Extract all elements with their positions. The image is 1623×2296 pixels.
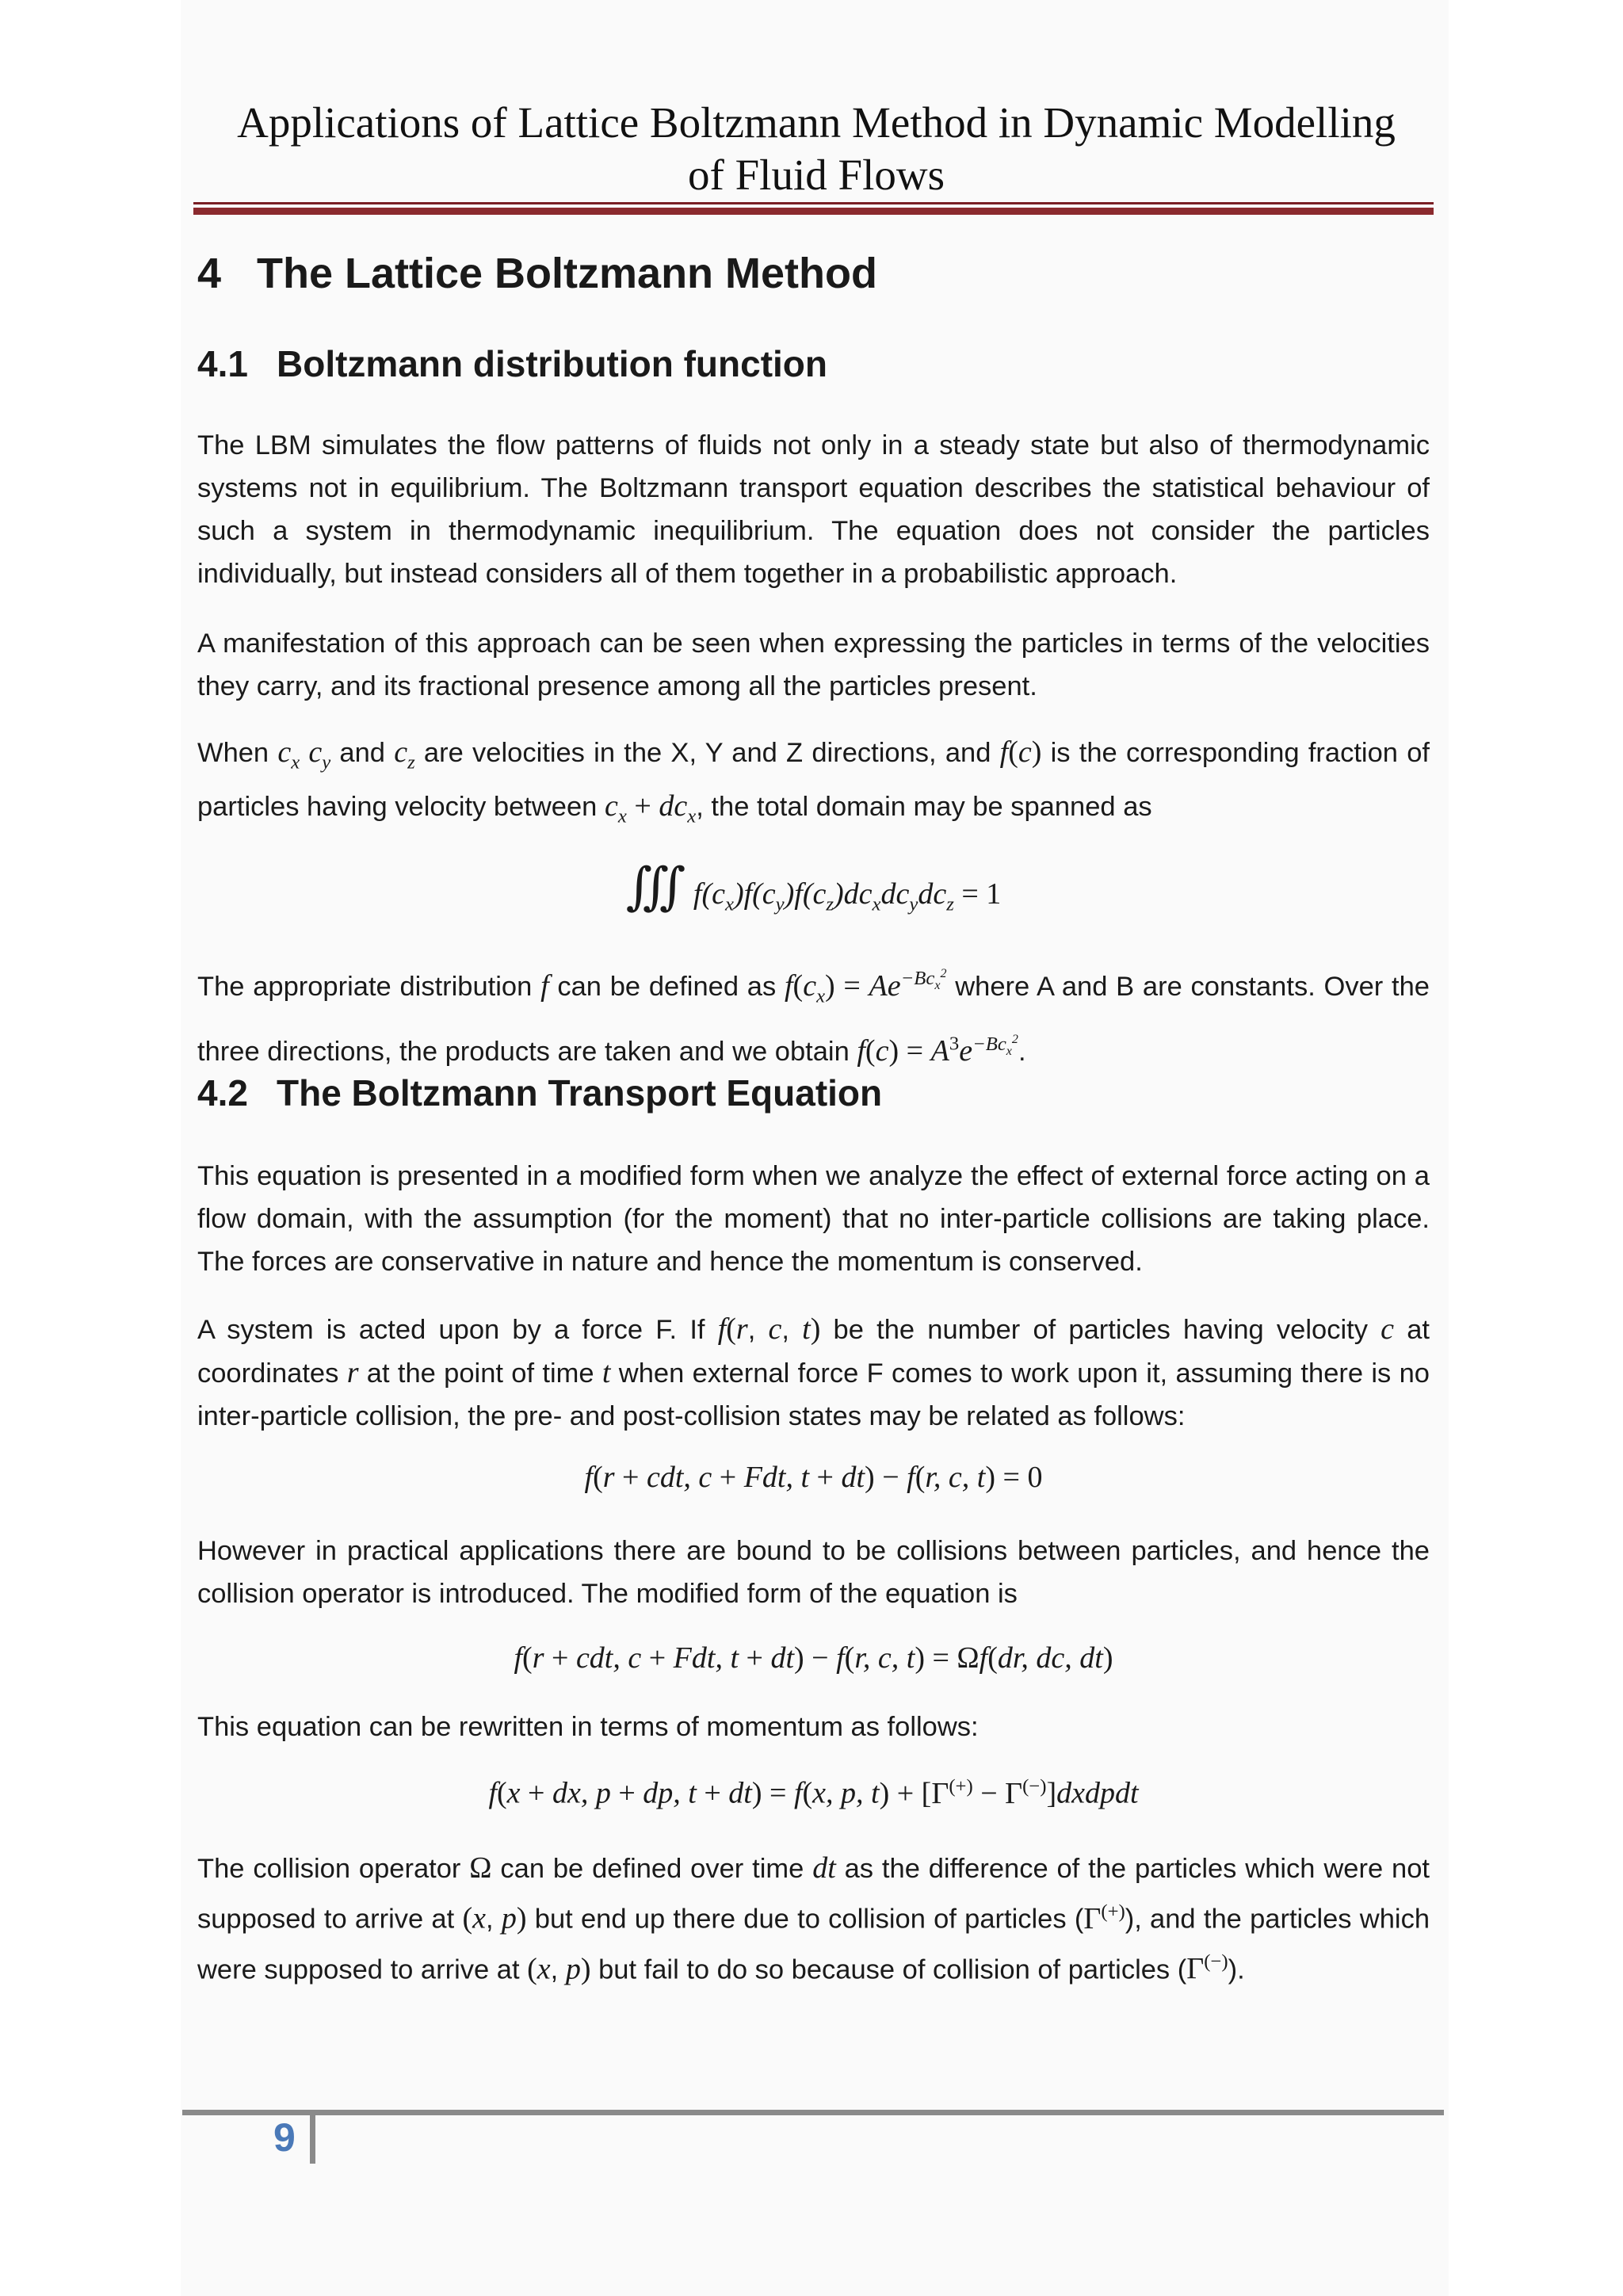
paragraph-collisions: However in practical applications there are bound to be collisions between particles, and hence the collision operator is introduced. The modified form of the equation is xyxy=(197,1536,1430,1609)
equation-momentum: f(x + dx, p + dp, t + dt) = f(x, p, t) + [Γ(+) − Γ(−)]dxdpdt xyxy=(488,1775,1139,1810)
subsection-number: 4.1 xyxy=(197,343,248,384)
section-title: The Lattice Boltzmann Method xyxy=(257,250,877,297)
subsection-title: Boltzmann distribution function xyxy=(277,343,828,384)
running-header xyxy=(182,97,1450,201)
subsection-title: The Boltzmann Transport Equation xyxy=(277,1072,883,1114)
subsection-heading-4-2 xyxy=(197,1072,882,1114)
footer-rule xyxy=(182,2110,1444,2115)
header-line-1: Applications of Lattice Boltzmann Method in Dynamic Modelling xyxy=(237,98,1396,147)
header-line-2: of Fluid Flows xyxy=(688,151,945,199)
paragraph-intro: The LBM simulates the flow patterns of fluids not only in a steady state but also of thermodynamic systems not in equilibrium. The Boltzmann transport equation describes the statistical behaviour of such a system in thermodynamic inequilibrium. The equation does not consider the particles individually, but instead considers all of them together in a probabilistic approach. xyxy=(197,430,1430,589)
subsection-number: 4.2 xyxy=(197,1072,248,1114)
paragraph-momentum: This equation can be rewritten in terms of momentum as follows: xyxy=(197,1712,979,1742)
paragraph-distribution: The appropriate distribution f can be defined as $f(c_x) = Ae^{-Bc_x^2}$ where A and B are constants. Over the three directions, the products are taken and we obtain $f(c) = A^3e^{-Bc_x^2}$. xyxy=(197,967,1430,1068)
section-heading xyxy=(197,249,877,298)
equation-collisionless: f(r + cdt, c + Fdt, t + dt) − f(r, c, t) = 0 xyxy=(584,1461,1043,1494)
equation-normalization: ∭ $f(c_x)f(c_y)f(c_z)dc_xdc_ydc_z = 1$ xyxy=(625,858,1002,915)
header-rule-thick xyxy=(193,208,1434,215)
paragraph-collision-definition: The collision operator Ω can be defined over time dt as the difference of the particles which were not supposed to arrive at (x, p) but end up there due to collision of particles (Γ(+)), and the particles which were supposed to arrive at (x, p) but fail to do so because of collision of particles (Γ(−)). xyxy=(197,1851,1430,1986)
equation-collision-operator: f(r + cdt, c + Fdt, t + dt) − f(r, c, t) = Ωf(dr, dc, dt) xyxy=(514,1641,1113,1675)
header-rule-thin xyxy=(193,202,1434,204)
paragraph-approach: A manifestation of this approach can be seen when expressing the particles in terms of the velocities they carry, and its fractional presence among all the particles present. xyxy=(197,628,1430,701)
paragraph-velocities: When $c_x$ $c_y$ and $c_z$ are velocities in the X, Y and Z directions, and f(c) is the corresponding fraction of particles having velocity between $c_x + dc_x$, the total domain may be spanned as xyxy=(197,735,1430,827)
footer-divider xyxy=(310,2110,315,2164)
paragraph-external-force: This equation is presented in a modified form when we analyze the effect of external force acting on a flow domain, with the assumption (for the moment) that no inter-particle collisions are taking place. The forces are conservative in nature and hence the momentum is conserved. xyxy=(197,1161,1430,1277)
subsection-heading-4-1 xyxy=(197,342,827,385)
section-number: 4 xyxy=(197,250,222,297)
page-number: 9 xyxy=(273,2115,296,2160)
paragraph-force-system: A system is acted upon by a force F. If f(r, c, t) be the number of particles having velocity c at coordinates r at the point of time t when external force F comes to work upon it, assuming there is no inter-particle collision, the pre- and post-collision states may be related as follows: xyxy=(197,1312,1430,1431)
